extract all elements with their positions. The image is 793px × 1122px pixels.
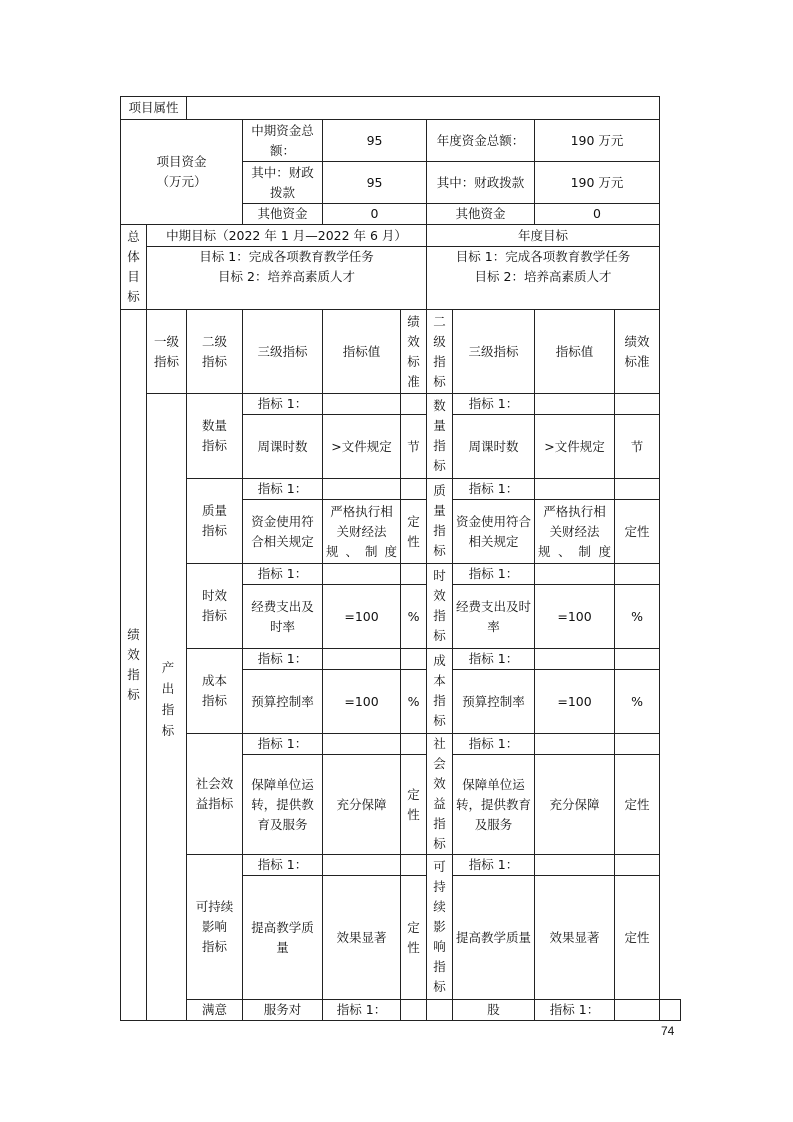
quantity-value: >文件规定 [323, 415, 401, 479]
annual-other-value: 0 [535, 204, 660, 225]
quality-label: 质量 指标 [187, 479, 243, 564]
sustainability-label: 可持续 影响 指标 [187, 855, 243, 1000]
level2-header: 二级 指标 [187, 310, 243, 394]
index-label: 指标 1： [243, 394, 323, 415]
cost-level3: 预算控制率 [243, 670, 323, 734]
quantity-value-right: >文件规定 [535, 415, 615, 479]
index-label-right: 指标 1： [453, 855, 535, 876]
timeliness-label: 时效 指标 [187, 564, 243, 649]
level1-header: 一级 指标 [147, 310, 187, 394]
sustainability-standard-right: 定性 [615, 876, 660, 1000]
social-benefit-level3: 保障单位运转，提供教育及服务 [243, 755, 323, 855]
index-label: 指标 1： [243, 479, 323, 500]
satisfaction-label: 满意 [187, 1000, 243, 1021]
index-label-right: 指标 1： [453, 734, 535, 755]
timeliness-level3: 经费支出及时率 [243, 585, 323, 649]
mid-goals-text: 目标 1：完成各项教育教学任务 目标 2：培养高素质人才 [147, 247, 427, 310]
mid-goals-header: 中期目标（2022 年 1 月—2022 年 6 月） [147, 225, 427, 247]
standard-header: 绩 效 标 准 [401, 310, 427, 394]
annual-fiscal-value: 190 万元 [535, 162, 660, 204]
cost-standard: % [401, 670, 427, 734]
indicators-section-label: 绩 效 指 标 [121, 310, 147, 1021]
sustainability-level3-right: 提高教学质量 [453, 876, 535, 1000]
quality-value-right: 严格执行相关财经法规、制度 [535, 500, 615, 564]
index-label-right: 指标 1： [453, 649, 535, 670]
index-label: 指标 1： [243, 855, 323, 876]
output-indicator-label: 产 出 指 标 [161, 660, 175, 738]
cost-value: =100 [323, 670, 401, 734]
quality-label-right: 质 量 指 标 [427, 479, 453, 564]
quantity-standard-right: 节 [615, 415, 660, 479]
index-label-right: 指标 1： [535, 1000, 615, 1021]
funds-label: 项目资金 （万元） [121, 120, 243, 225]
value-header-right: 指标值 [535, 310, 615, 394]
level3-header-right: 三级指标 [453, 310, 535, 394]
quantity-level3-right: 周课时数 [453, 415, 535, 479]
sustainability-value-right: 效果显著 [535, 876, 615, 1000]
annual-other-label: 其他资金 [427, 204, 535, 225]
annual-goals-text: 目标 1：完成各项教育教学任务 目标 2：培养高素质人才 [427, 247, 660, 310]
service-label: 服务对 [243, 1000, 323, 1021]
social-benefit-standard-right: 定性 [615, 755, 660, 855]
quantity-standard: 节 [401, 415, 427, 479]
sustainability-value: 效果显著 [323, 876, 401, 1000]
sustainability-label-right: 可 持 续 影 响 指 标 [427, 855, 453, 1000]
timeliness-standard-right: % [615, 585, 660, 649]
quality-level3-right: 资金使用符合相关规定 [453, 500, 535, 564]
standard-header-right: 绩效 标准 [615, 310, 660, 394]
page-number: 74 [661, 1024, 675, 1038]
index-label: 指标 1： [323, 1000, 401, 1021]
mid-fiscal-value: 95 [323, 162, 427, 204]
annual-total-value: 190 万元 [535, 120, 660, 162]
quality-standard-right: 定性 [615, 500, 660, 564]
service-label-right: 股 [453, 1000, 535, 1021]
index-label: 指标 1： [243, 734, 323, 755]
social-benefit-standard: 定 性 [401, 755, 427, 855]
quality-level3: 资金使用符合相关规定 [243, 500, 323, 564]
social-benefit-label: 社会效 益指标 [187, 734, 243, 855]
timeliness-value-right: =100 [535, 585, 615, 649]
mid-total-value: 95 [323, 120, 427, 162]
sustainability-level3: 提高教学质量 [243, 876, 323, 1000]
cost-label: 成本 指标 [187, 649, 243, 734]
project-attr-value [187, 97, 660, 120]
sustainability-standard: 定 性 [401, 876, 427, 1000]
level2-header-right: 二 级 指 标 [427, 310, 453, 394]
social-benefit-value-right: 充分保障 [535, 755, 615, 855]
goals-section-label: 总 体 目 标 [121, 225, 147, 310]
index-label-right: 指标 1： [453, 394, 535, 415]
index-label: 指标 1： [243, 649, 323, 670]
timeliness-level3-right: 经费支出及时率 [453, 585, 535, 649]
value-header: 指标值 [323, 310, 401, 394]
timeliness-standard: % [401, 585, 427, 649]
cost-level3-right: 预算控制率 [453, 670, 535, 734]
annual-fiscal-label: 其中：财政拨款 [427, 162, 535, 204]
quantity-label: 数量 指标 [187, 394, 243, 479]
index-label-right: 指标 1： [453, 479, 535, 500]
quality-value: 严格执行相关财经法规、制度 [323, 500, 401, 564]
social-benefit-label-right: 社 会 效 益 指 标 [427, 734, 453, 855]
index-label-right: 指标 1： [453, 564, 535, 585]
mid-fiscal-label: 其中：财政拨款 [243, 162, 323, 204]
annual-total-label: 年度资金总额： [427, 120, 535, 162]
social-benefit-level3-right: 保障单位运转，提供教育及服务 [453, 755, 535, 855]
social-benefit-value: 充分保障 [323, 755, 401, 855]
mid-other-value: 0 [323, 204, 427, 225]
project-attr-label: 项目属性 [121, 97, 187, 120]
quantity-level3: 周课时数 [243, 415, 323, 479]
mid-total-label: 中期资金总额： [243, 120, 323, 162]
timeliness-label-right: 时 效 指 标 [427, 564, 453, 649]
index-label: 指标 1： [243, 564, 323, 585]
timeliness-value: =100 [323, 585, 401, 649]
level3-header: 三级指标 [243, 310, 323, 394]
quantity-label-right: 数 量 指 标 [427, 394, 453, 479]
cost-label-right: 成 本 指 标 [427, 649, 453, 734]
performance-table [120, 96, 681, 1021]
cost-value-right: =100 [535, 670, 615, 734]
quality-standard: 定 性 [401, 500, 427, 564]
mid-other-label: 其他资金 [243, 204, 323, 225]
annual-goals-header: 年度目标 [427, 225, 660, 247]
cost-standard-right: % [615, 670, 660, 734]
